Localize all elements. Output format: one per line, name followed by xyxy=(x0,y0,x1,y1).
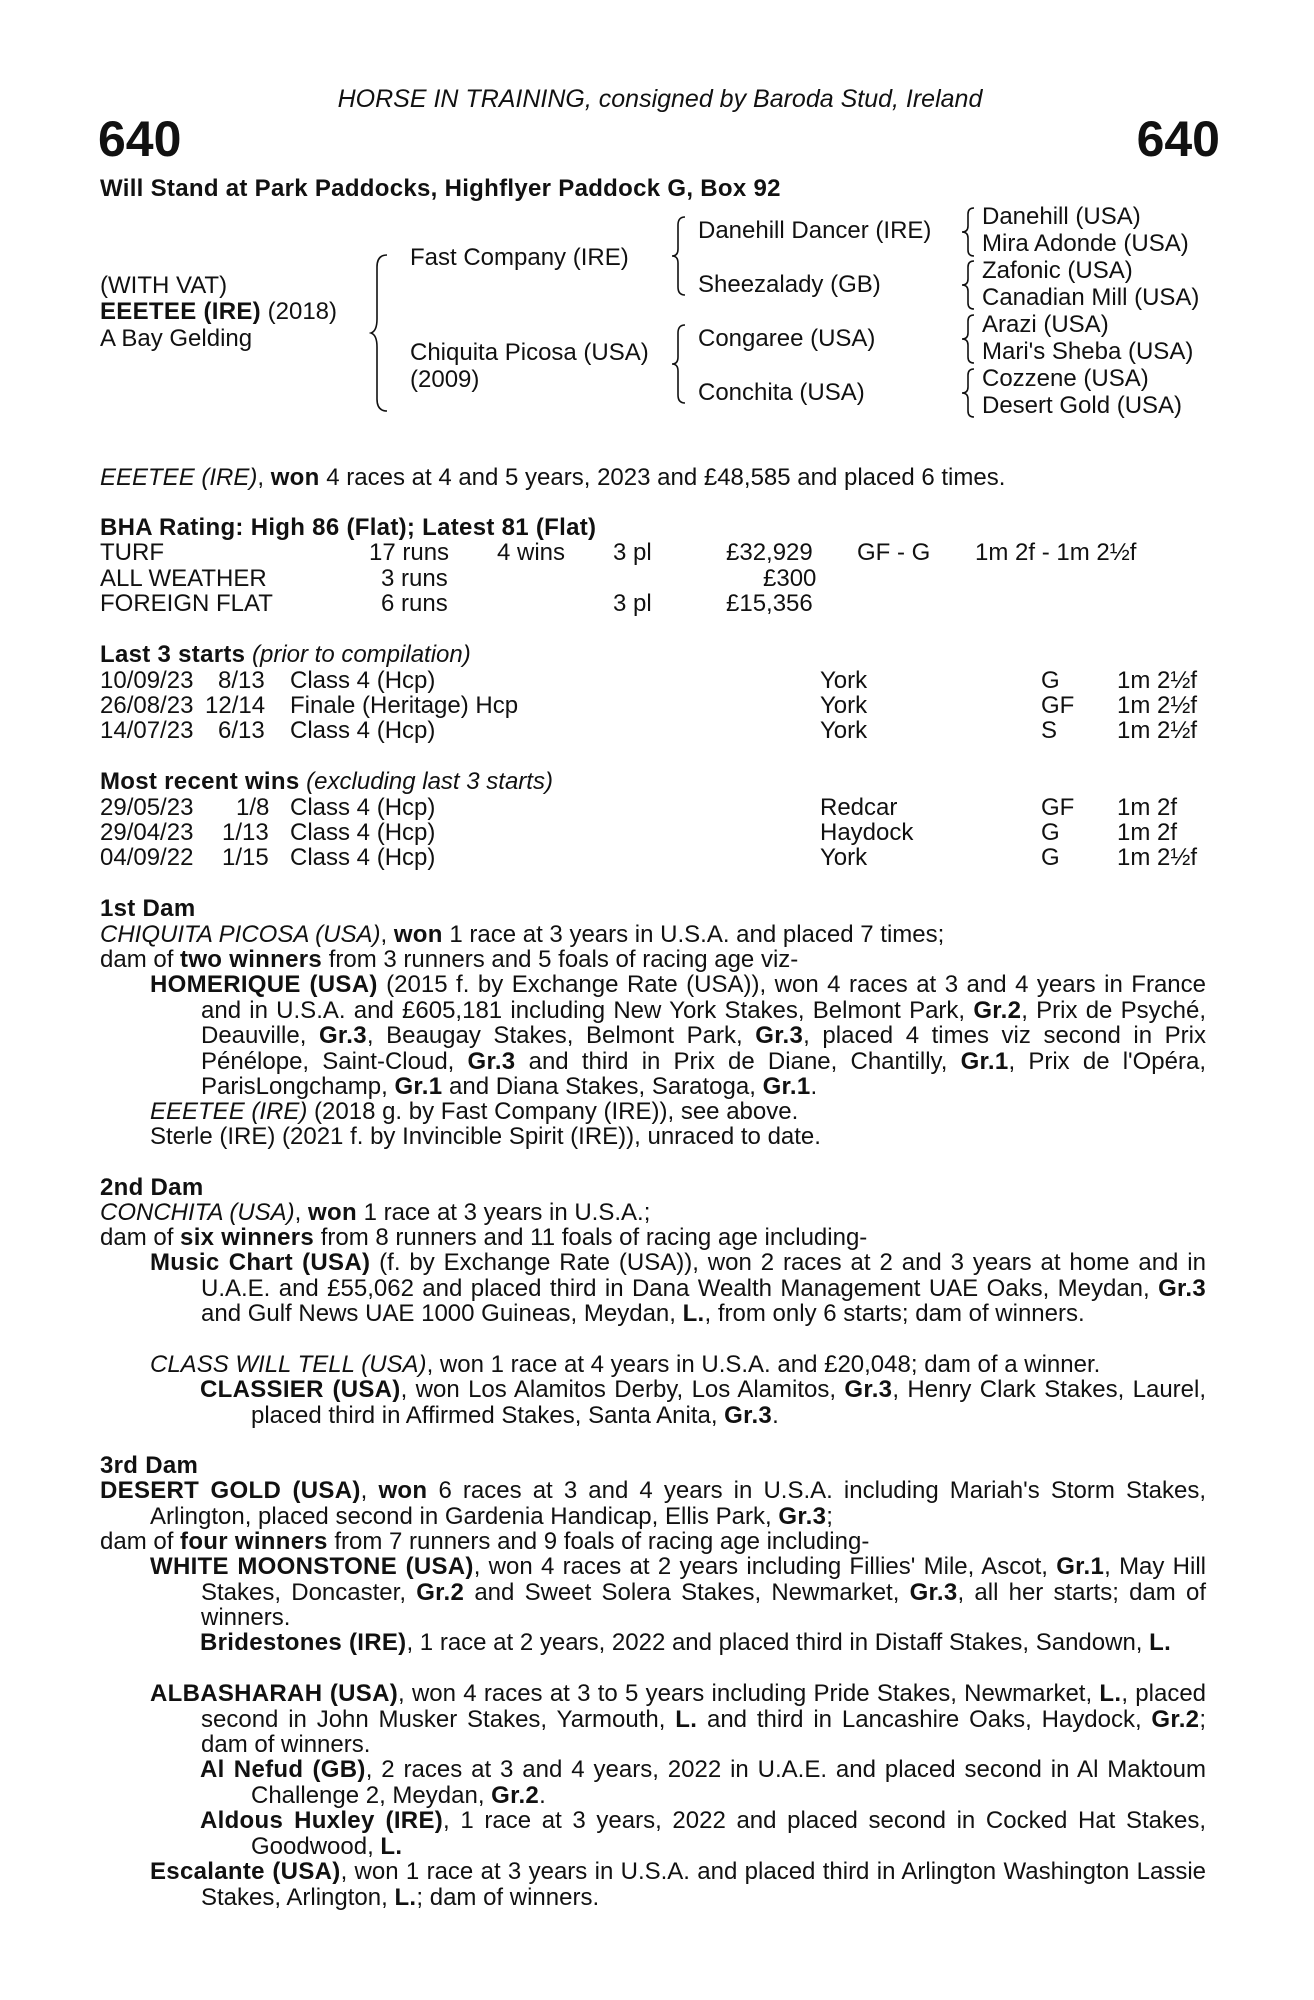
grade-badge: Gr.1 xyxy=(960,1047,1009,1075)
dam2-produce-b: six winners xyxy=(180,1224,315,1251)
dam2-name: CONCHITA (USA) xyxy=(100,1199,295,1226)
albasharah-text: , won 4 races at 3 to 5 years including Pride Stakes, Newmarket, xyxy=(398,1680,1100,1707)
bridestones-name: Bridestones (IRE) xyxy=(200,1629,407,1656)
stand-location: Will Stand at Park Paddocks, Highflyer Paddock G, Box 92 xyxy=(100,175,781,202)
dam1-won: won xyxy=(393,921,443,948)
dam2-line2 xyxy=(100,1225,867,1251)
homerique-text: . xyxy=(810,1073,818,1100)
sterle-entry: Sterle (IRE) (2021 f. by Invincible Spirit (IRE)), unraced to date. xyxy=(150,1123,821,1150)
dam1-line2 xyxy=(100,947,798,973)
grade-badge: Gr.1 xyxy=(762,1073,811,1100)
aldous-huxley-text: , 1 race at 3 years, 2022 and placed second in Cocked Hat Stakes, Goodwood, xyxy=(251,1807,1207,1860)
race-summary: EEETEE (IRE), won 4 races at 4 and 5 years, 2023 and £48,585 and placed 6 times. xyxy=(100,464,1006,491)
albasharah-text: , placed second in John Musker Stakes, Yarmouth, xyxy=(201,1680,1207,1733)
class-will-tell-text: , won 1 race at 4 years in U.S.A. and £20,048; dam of a winner. xyxy=(426,1351,1101,1378)
grade-badge: Gr.3 xyxy=(724,1401,773,1429)
win-course: York xyxy=(820,844,868,871)
win-position: 1/13 xyxy=(222,819,269,846)
start-position: 8/13 xyxy=(218,667,265,694)
pedigree-gen3-5: Arazi (USA) xyxy=(982,311,1109,338)
horse-description: A Bay Gelding xyxy=(100,325,253,352)
win-course: Redcar xyxy=(820,794,898,821)
dam2-produce-a: dam of xyxy=(100,1224,181,1251)
dam3-produce-b: four winners xyxy=(180,1528,328,1555)
white-moonstone-text: , May Hill Stakes, Doncaster, xyxy=(201,1553,1207,1606)
class-will-tell-name: CLASS WILL TELL (USA) xyxy=(150,1351,427,1378)
grade-badge: Gr.3 xyxy=(909,1578,958,1606)
rating-placed: 3 pl xyxy=(613,590,652,617)
class-will-tell-entry xyxy=(150,1352,1100,1378)
horse-title xyxy=(100,299,337,325)
start-course: York xyxy=(820,717,868,744)
homerique-entry xyxy=(150,971,1207,1100)
grade-badge: Gr.1 xyxy=(394,1073,443,1100)
pedigree-gen3-4: Canadian Mill (USA) xyxy=(982,284,1200,311)
win-date: 04/09/22 xyxy=(100,844,194,871)
homerique-text: and Diana Stakes, Saratoga, xyxy=(442,1073,763,1100)
last3-note: (prior to compilation) xyxy=(245,641,471,668)
rating-going: GF - G xyxy=(857,539,931,566)
pedigree-brace-g3-4 xyxy=(960,367,978,419)
last3-title: Last 3 starts xyxy=(100,641,246,668)
start-race: Finale (Heritage) Hcp xyxy=(290,692,519,719)
pedigree-gen3-3: Zafonic (USA) xyxy=(982,257,1133,284)
start-date: 14/07/23 xyxy=(100,717,194,744)
win-position: 1/8 xyxy=(236,794,270,821)
albasharah-text: ; dam of winners. xyxy=(201,1705,1206,1758)
grade-badge: L. xyxy=(675,1705,698,1733)
pedigree-brace-g3-1 xyxy=(960,206,978,258)
last3-heading xyxy=(100,642,471,668)
classier-text: , won Los Alamitos Derby, Los Alamitos, xyxy=(400,1376,845,1403)
start-going: GF xyxy=(1041,692,1075,719)
win-going: G xyxy=(1041,819,1060,846)
dam3-produce-a: dam of xyxy=(100,1528,181,1555)
dam1-title: 1st Dam xyxy=(100,895,196,922)
win-date: 29/05/23 xyxy=(100,794,194,821)
pedigree-brace-sire xyxy=(670,215,690,297)
last3-row xyxy=(100,718,1220,744)
rating-wins: 4 wins xyxy=(497,539,566,566)
pedigree-gen3-6: Mari's Sheba (USA) xyxy=(982,338,1194,365)
last3-row xyxy=(100,693,1220,719)
start-distance: 1m 2½f xyxy=(1117,667,1198,694)
dam2-won: won xyxy=(308,1199,357,1226)
dam1-line1: CHIQUITA PICOSA (USA), won 1 race at 3 years in U.S.A. and placed 7 times; xyxy=(100,921,945,948)
homerique-text: , Beaugay Stakes, Belmont Park, xyxy=(366,1022,756,1049)
rating-type: TURF xyxy=(100,539,164,566)
start-course: York xyxy=(820,692,868,719)
win-distance: 1m 2f xyxy=(1117,794,1178,821)
pedigree-sire: Fast Company (IRE) xyxy=(410,244,629,271)
aldous-huxley-entry xyxy=(200,1807,1207,1860)
recent-note: (excluding last 3 starts) xyxy=(299,768,553,795)
rating-distance: 1m 2f - 1m 2½f xyxy=(975,539,1137,566)
summary-horse-name: EEETEE (IRE) xyxy=(100,464,258,491)
recent-heading xyxy=(100,769,553,795)
vat-status: (WITH VAT) xyxy=(100,272,228,299)
rating-type: FOREIGN FLAT xyxy=(100,590,273,617)
grade-badge: L. xyxy=(1149,1629,1172,1656)
music-chart-text: , from only 6 starts; dam of winners. xyxy=(704,1300,1085,1327)
rating-row-all-weather xyxy=(100,566,1220,592)
albasharah-entry xyxy=(150,1680,1207,1758)
dam2-record: 1 race at 3 years in U.S.A.; xyxy=(356,1199,651,1226)
homerique-text: , Prix de Psyché, Deauville, xyxy=(201,996,1206,1049)
pedigree-gen3-8: Desert Gold (USA) xyxy=(982,392,1183,419)
music-chart-text: (f. by Exchange Rate (USA)), won 2 races at 2 and 3 years at home and in U.A.E. and £55,062 and placed third in Dana Wealth Management UAE Oaks, Meydan, xyxy=(201,1249,1206,1302)
dam1-produce-c: from 3 runners and 5 foals of racing age viz- xyxy=(322,946,799,973)
classier-text: . xyxy=(772,1401,779,1429)
pedigree-gen3-2: Mira Adonde (USA) xyxy=(982,230,1189,257)
white-moonstone-text: and Sweet Solera Stakes, Newmarket, xyxy=(464,1578,910,1606)
start-distance: 1m 2½f xyxy=(1117,717,1198,744)
homerique-text: , Prix de l'Opéra, ParisLongchamp, xyxy=(201,1047,1207,1100)
dam1-produce-a: dam of xyxy=(100,946,181,973)
grade-badge: Gr.3 xyxy=(778,1502,827,1530)
start-race: Class 4 (Hcp) xyxy=(290,667,436,694)
desert-gold-won: won xyxy=(378,1477,428,1504)
recent-row xyxy=(100,795,1220,821)
rating-row-foreign-flat xyxy=(100,591,1220,617)
rating-money: £32,929 xyxy=(726,539,813,566)
dam2-title: 2nd Dam xyxy=(100,1174,204,1201)
escalante-entry xyxy=(150,1858,1207,1911)
eeetee-entry xyxy=(150,1099,798,1125)
grade-badge: Gr.3 xyxy=(1158,1274,1206,1302)
dam1-record: 1 race at 3 years in U.S.A. and placed 7 times; xyxy=(442,921,945,948)
desert-gold-name: DESERT GOLD (USA) xyxy=(100,1477,361,1504)
grade-badge: L. xyxy=(682,1300,705,1327)
desert-gold-text: 6 races at 3 and 4 years in U.S.A. including Mariah's Storm Stakes, Arlington, placed second in Gardenia Handicap, Ellis Park, xyxy=(150,1477,1206,1530)
escalante-text: , won 1 race at 3 years in U.S.A. and placed third in Arlington Washington Lassie Stakes, Arlington, xyxy=(201,1858,1207,1911)
horse-name: EEETEE (IRE) xyxy=(100,298,261,325)
grade-badge: Gr.2 xyxy=(491,1781,540,1809)
pedigree-brace-g3-3 xyxy=(960,313,978,365)
grade-badge: Gr.2 xyxy=(416,1578,465,1606)
white-moonstone-entry xyxy=(150,1553,1207,1631)
escalante-name: Escalante (USA) xyxy=(150,1858,341,1885)
pedigree-sire-sire: Danehill Dancer (IRE) xyxy=(698,217,932,244)
rating-runs: 3 runs xyxy=(381,565,448,592)
summary-text: 4 races at 4 and 5 years, 2023 and £48,585 and placed 6 times. xyxy=(319,464,1006,491)
rating-money: £300 xyxy=(763,565,817,592)
pedigree-dam-dam: Conchita (USA) xyxy=(698,379,865,406)
desert-gold-text: ; xyxy=(826,1502,833,1530)
aldous-huxley-name: Aldous Huxley (IRE) xyxy=(200,1807,444,1834)
start-date: 26/08/23 xyxy=(100,692,194,719)
dam3-produce-c: from 7 runners and 9 foals of racing age including- xyxy=(327,1528,870,1555)
start-course: York xyxy=(820,667,868,694)
recent-title: Most recent wins xyxy=(100,768,300,795)
grade-badge: Gr.3 xyxy=(844,1376,893,1403)
win-going: G xyxy=(1041,844,1060,871)
white-moonstone-text: , won 4 races at 2 years including Fillies' Mile, Ascot, xyxy=(473,1553,1057,1580)
classier-text: , Henry Clark Stakes, Laurel, placed third in Affirmed Stakes, Santa Anita, xyxy=(251,1376,1207,1429)
grade-badge: L. xyxy=(380,1832,403,1860)
pedigree-gen3-7: Cozzene (USA) xyxy=(982,365,1149,392)
pedigree-dam: Chiquita Picosa (USA) xyxy=(410,339,649,366)
pedigree-dam-year: (2009) xyxy=(410,366,480,393)
grade-badge: Gr.3 xyxy=(318,1022,367,1049)
albasharah-text: and third in Lancashire Oaks, Haydock, xyxy=(697,1705,1152,1733)
grade-badge: Gr.1 xyxy=(1056,1553,1105,1580)
al-nefud-text: , 2 races at 3 and 4 years, 2022 in U.A.E. and placed second in Al Maktoum Challenge 2, Meydan, xyxy=(251,1756,1207,1809)
start-position: 12/14 xyxy=(205,692,266,719)
recent-row xyxy=(100,820,1220,846)
start-distance: 1m 2½f xyxy=(1117,692,1198,719)
win-course: Haydock xyxy=(820,819,914,846)
eeetee-name: EEETEE (IRE) xyxy=(150,1098,308,1125)
homerique-text: (2015 f. by Exchange Rate (USA)), won 4 races at 3 and 4 years in France and in U.S.A. and £605,181 including New York Stakes, Belmont Park, xyxy=(201,971,1206,1024)
homerique-text: , placed 4 times viz second in Prix Pénélope, Saint-Cloud, xyxy=(201,1022,1206,1075)
dam1-name: CHIQUITA PICOSA (USA) xyxy=(100,921,381,948)
pedigree-gen3-1: Danehill (USA) xyxy=(982,203,1141,230)
lot-number-left: 640 xyxy=(98,111,182,167)
lot-number-right: 640 xyxy=(1136,111,1220,167)
al-nefud-name: Al Nefud (GB) xyxy=(200,1756,366,1783)
rating-money: £15,356 xyxy=(726,590,813,617)
music-chart-name: Music Chart (USA) xyxy=(150,1249,371,1276)
dam3-line2 xyxy=(100,1529,869,1555)
music-chart-text: and Gulf News UAE 1000 Guineas, Meydan, xyxy=(201,1300,683,1327)
win-going: GF xyxy=(1041,794,1075,821)
homerique-name: HOMERIQUE (USA) xyxy=(150,971,378,998)
start-going: G xyxy=(1041,667,1060,694)
win-race: Class 4 (Hcp) xyxy=(290,819,436,846)
grade-badge: Gr.3 xyxy=(467,1047,516,1075)
start-date: 10/09/23 xyxy=(100,667,194,694)
eeetee-text: (2018 g. by Fast Company (IRE)), see above. xyxy=(307,1098,799,1125)
grade-badge: L. xyxy=(1099,1680,1122,1707)
dam1-produce-b: two winners xyxy=(180,946,323,973)
al-nefud-entry xyxy=(200,1756,1207,1809)
pedigree-brace-g3-2 xyxy=(960,259,978,311)
bridestones-entry xyxy=(200,1629,1206,1656)
consignment-line: HORSE IN TRAINING, consigned by Baroda Stud, Ireland xyxy=(337,85,983,113)
recent-row xyxy=(100,845,1220,871)
summary-won: won xyxy=(270,464,320,491)
grade-badge: Gr.2 xyxy=(1151,1705,1200,1733)
rating-runs: 17 runs xyxy=(369,539,450,566)
rating-runs: 6 runs xyxy=(381,590,448,617)
dam2-line1: CONCHITA (USA), won 1 race at 3 years in U.S.A.; xyxy=(100,1199,651,1226)
win-distance: 1m 2½f xyxy=(1117,844,1198,871)
pedigree-dam-sire: Congaree (USA) xyxy=(698,325,876,352)
music-chart-entry xyxy=(150,1249,1206,1327)
last3-row xyxy=(100,668,1220,694)
dam3-title: 3rd Dam xyxy=(100,1452,199,1479)
pedigree-brace-dam xyxy=(670,323,690,405)
grade-badge: L. xyxy=(394,1883,417,1911)
bridestones-text: , 1 race at 2 years, 2022 and placed third in Distaff Stakes, Sandown, xyxy=(406,1629,1150,1656)
albasharah-name: ALBASHARAH (USA) xyxy=(150,1680,399,1707)
win-race: Class 4 (Hcp) xyxy=(290,794,436,821)
start-going: S xyxy=(1041,717,1058,744)
desert-gold-entry: DESERT GOLD (USA), won 6 races at 3 and 4 years in U.S.A. including Mariah's Storm Stakes, Arlington, placed second in Gardenia Handicap, Ellis Park, Gr.3; xyxy=(100,1477,1206,1530)
homerique-text: and third in Prix de Diane, Chantilly, xyxy=(515,1047,961,1075)
start-race: Class 4 (Hcp) xyxy=(290,717,436,744)
rating-row-turf xyxy=(100,540,1220,566)
pedigree-sire-dam: Sheezalady (GB) xyxy=(698,271,881,298)
win-date: 29/04/23 xyxy=(100,819,194,846)
classier-name: CLASSIER (USA) xyxy=(200,1376,401,1403)
grade-badge: Gr.3 xyxy=(755,1022,804,1049)
win-race: Class 4 (Hcp) xyxy=(290,844,436,871)
rating-type: ALL WEATHER xyxy=(100,565,267,592)
grade-badge: Gr.2 xyxy=(973,996,1022,1024)
dam2-produce-c: from 8 runners and 11 foals of racing age including- xyxy=(314,1224,868,1251)
white-moonstone-text: , all her starts; dam of winners. xyxy=(201,1578,1206,1631)
white-moonstone-name: WHITE MOONSTONE (USA) xyxy=(150,1553,474,1580)
horse-year: (2018) xyxy=(267,298,338,325)
classier-entry xyxy=(200,1376,1207,1429)
start-position: 6/13 xyxy=(218,717,265,744)
escalante-text: ; dam of winners. xyxy=(416,1883,600,1911)
rating-placed: 3 pl xyxy=(613,539,652,566)
win-distance: 1m 2f xyxy=(1117,819,1178,846)
win-position: 1/15 xyxy=(222,844,269,871)
pedigree-brace-main xyxy=(369,253,393,413)
bha-rating-title: BHA Rating: High 86 (Flat); Latest 81 (Flat) xyxy=(100,514,597,541)
al-nefud-text: . xyxy=(539,1781,546,1809)
